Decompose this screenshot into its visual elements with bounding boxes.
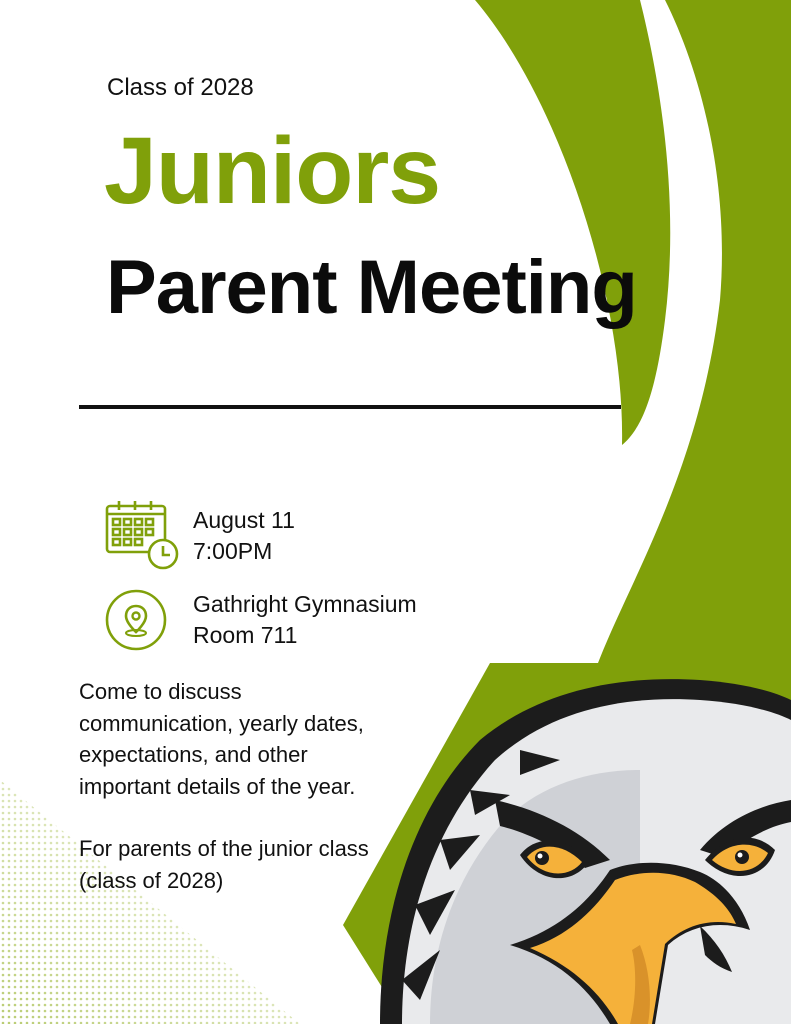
divider-line bbox=[79, 405, 621, 409]
event-room: Room 711 bbox=[193, 622, 298, 648]
calendar-clock-icon bbox=[105, 500, 181, 570]
event-venue: Gathright Gymnasium bbox=[193, 591, 417, 617]
class-label: Class of 2028 bbox=[107, 74, 254, 101]
audience-line1: For parents of the junior class bbox=[79, 836, 369, 861]
eagle-mascot bbox=[380, 679, 791, 1024]
green-swoosh bbox=[475, 0, 791, 663]
description-paragraph: Come to discuss communication, yearly dates, expectations, and other important details of the year. bbox=[79, 679, 364, 799]
title-juniors: Juniors bbox=[104, 118, 441, 224]
audience-paragraph bbox=[79, 833, 379, 896]
event-date-block bbox=[193, 505, 295, 567]
title-parent-meeting: Parent Meeting bbox=[106, 245, 637, 330]
audience-line2: (class of 2028) bbox=[79, 867, 224, 893]
event-time: 7:00PM bbox=[193, 538, 273, 564]
event-date: August 11 bbox=[193, 507, 295, 533]
location-pin-icon bbox=[105, 589, 167, 651]
description bbox=[79, 676, 379, 896]
event-location-block bbox=[193, 589, 417, 651]
